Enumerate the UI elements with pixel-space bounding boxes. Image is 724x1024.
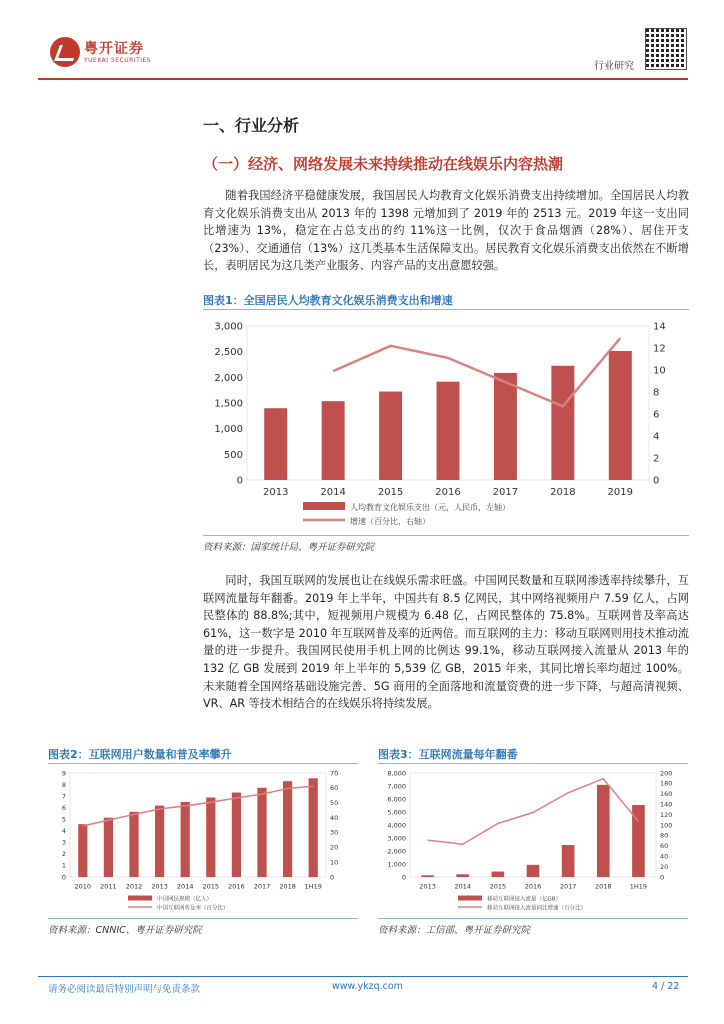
y-left-tick-label: 2,000: [387, 847, 406, 856]
subsection-heading: （一）经济、网络发展未来持续推动在线娱乐内容热潮: [203, 155, 564, 173]
bar: [379, 392, 402, 480]
figure-3-chart: [378, 765, 688, 917]
x-tick-label: 2015: [489, 882, 507, 891]
bar: [551, 366, 574, 480]
y-right-tick-label: 20: [330, 843, 339, 852]
legend-bar-label: 人均教育文化娱乐支出（元，人民币，左轴）: [350, 503, 510, 512]
series-line: [333, 338, 620, 406]
y-left-tick-label: 0: [61, 873, 66, 882]
header-divider: [38, 78, 688, 80]
y-left-tick-label: 3: [61, 838, 66, 847]
body-paragraph-1: [203, 187, 689, 275]
y-left-tick-label: 1,500: [214, 398, 243, 410]
y-right-tick-label: 2: [653, 453, 660, 465]
y-left-tick-label: 8: [61, 780, 66, 789]
y-right-tick-label: 10: [653, 365, 666, 377]
x-tick-label: 2012: [125, 882, 143, 891]
bar: [609, 351, 632, 480]
x-tick-label: 2014: [176, 882, 194, 891]
y-left-tick-label: 1,000: [387, 860, 406, 869]
bar: [492, 872, 505, 877]
y-left-tick-label: 7: [61, 792, 66, 801]
figure-1-source: 资料来源：国家统计局、粤开证券研究院: [203, 542, 375, 553]
y-left-tick-label: 4: [61, 827, 66, 836]
y-left-tick-label: 0: [236, 475, 243, 487]
y-right-tick-label: 0: [660, 873, 665, 882]
y-right-tick-label: 4: [653, 431, 660, 443]
x-tick-label: 2019: [607, 487, 634, 498]
footer-website-link[interactable]: www.ykzq.com: [332, 981, 403, 992]
x-tick-label: 2016: [435, 487, 461, 498]
y-right-tick-label: 60: [660, 842, 669, 851]
x-tick-label: 2014: [454, 882, 471, 891]
bar: [155, 806, 164, 877]
x-tick-label: 2010: [74, 882, 92, 891]
y-right-tick-label: 120: [660, 810, 673, 819]
plot-frame: [410, 773, 656, 877]
y-left-tick-label: 2,500: [214, 347, 243, 359]
figure-1-chart: [203, 312, 689, 534]
figure-2-rule: [48, 763, 358, 764]
x-tick-label: 2018: [595, 882, 612, 891]
y-left-tick-label: 1,000: [214, 424, 243, 436]
x-tick-label: 1H19: [629, 882, 648, 891]
x-tick-label: 2018: [279, 882, 296, 891]
bar: [181, 802, 190, 877]
y-right-tick-label: 80: [660, 831, 669, 840]
figure-3-source: 资料来源：工信部、粤开证券研究院: [378, 925, 531, 936]
y-left-tick-label: 6,000: [387, 795, 406, 804]
bar: [104, 818, 113, 877]
figure-2-source: 资料来源：CNNIC、粤开证券研究院: [48, 925, 202, 936]
figure-1-title: 图表1：全国居民人均教育文化娱乐消费支出和增速: [203, 294, 453, 307]
figure-3-title: 图表3：互联网流量每年翻番: [378, 748, 518, 761]
section-tag: 行业研究: [594, 61, 634, 72]
x-tick-label: 2015: [202, 882, 220, 891]
y-right-tick-label: 200: [660, 769, 673, 778]
y-right-tick-label: 0: [653, 475, 660, 487]
section-heading: 一、行业分析: [203, 116, 300, 135]
y-left-tick-label: 3,000: [214, 321, 243, 333]
y-right-tick-label: 30: [330, 828, 339, 837]
legend-bar-swatch: [128, 896, 152, 901]
y-right-tick-label: 0: [330, 873, 335, 882]
y-right-tick-label: 50: [330, 798, 339, 807]
bar: [494, 373, 517, 480]
y-right-tick-label: 6: [653, 409, 660, 421]
brand-name-en: YUEKAI SECURITIES: [84, 57, 152, 64]
y-right-tick-label: 160: [660, 790, 673, 799]
legend-line-label: 移动互联网接入流量同比增速（百分比）: [487, 905, 587, 912]
y-right-tick-label: 180: [660, 779, 673, 788]
figure-2-chart: [48, 765, 358, 917]
bar: [322, 401, 345, 480]
x-tick-label: 2017: [492, 487, 519, 498]
brand-name-cn: 粤开证券: [84, 41, 144, 57]
paragraph-text-2: 同时，我国互联网的发展也让在线娱乐需求旺盛。中国网民数量和互联网渗透率持续攀升，互联网流量每年翻番。2019 年上半年，中国共有 8.5 亿网民，其中网络视频用户 7.59 亿人，占网民整体的 88.8%;其中，短视频用户规模为 6.48 亿，占网民整体的 75.8%。互联网普及率高达 61%，这一数字是 2010 年互联网普及率的近两倍。而互联网的主力：移动互联网则用技术推动流量的进一步提升。我国网民使用手机上网的比例达 99.1%，移动互联网接入流量从 2013 年的 132 亿 GB 发展到 2019 年上半年的 5,539 亿 GB，2015 年来，其同比增长率均超过 100%。未来随着全国网络基础设施完善、5G 商用的全面落地和流量资费的进一步下降，与超高清视频、VR、AR 等技术相结合的在线娱乐将持续发展。: [203, 574, 689, 711]
series-line: [83, 786, 313, 826]
y-right-tick-label: 100: [660, 821, 673, 830]
page-number: 4 / 22: [652, 981, 680, 992]
qr-code-icon: [645, 28, 687, 70]
company-logo-icon: [50, 37, 80, 67]
y-right-tick-label: 8: [653, 387, 660, 399]
legend-bar-swatch: [303, 502, 345, 510]
bar: [527, 865, 540, 877]
legend-line-label: 中国互联网普及率（百分比）: [157, 905, 229, 912]
y-right-tick-label: 14: [653, 321, 666, 333]
x-tick-label: 2013: [262, 487, 289, 498]
bar: [232, 793, 241, 877]
legend-line-label: 增速（百分比，右轴）: [350, 517, 430, 526]
y-right-tick-label: 60: [330, 784, 339, 793]
y-left-tick-label: 0: [401, 873, 406, 882]
legend-bar-label: 移动互联网接入流量（亿GB）: [487, 896, 562, 903]
bar: [309, 778, 318, 877]
x-tick-label: 2014: [320, 487, 346, 498]
y-left-tick-label: 9: [61, 769, 66, 778]
bar: [597, 785, 610, 877]
bar: [264, 408, 287, 480]
x-tick-label: 2013: [151, 882, 168, 891]
y-left-tick-label: 8,000: [387, 769, 406, 778]
legend-bar-swatch: [458, 896, 482, 901]
y-left-tick-label: 2: [61, 850, 66, 859]
y-left-tick-label: 1: [61, 861, 66, 870]
y-left-tick-label: 5,000: [387, 808, 406, 817]
y-right-tick-label: 40: [330, 813, 339, 822]
x-tick-label: 2013: [419, 882, 436, 891]
y-right-tick-label: 20: [660, 862, 669, 871]
bar: [129, 812, 138, 877]
y-left-tick-label: 4,000: [387, 821, 406, 830]
footer-disclaimer-link[interactable]: 请务必阅读最后特别声明与免责条款: [48, 984, 201, 995]
y-right-tick-label: 140: [660, 800, 673, 809]
x-tick-label: 2011: [100, 882, 117, 891]
bar: [206, 797, 215, 877]
y-left-tick-label: 3,000: [387, 834, 406, 843]
y-left-tick-label: 5: [61, 815, 66, 824]
x-tick-label: 2016: [228, 882, 245, 891]
x-tick-label: 1H19: [304, 882, 322, 891]
figure-3-rule: [378, 763, 688, 764]
bar: [257, 788, 266, 877]
x-tick-label: 2017: [559, 882, 577, 891]
figure-1-rule: [203, 309, 689, 310]
bar: [437, 382, 460, 480]
footer-divider: [38, 976, 688, 977]
figure-2-bottom-rule: [48, 918, 358, 919]
y-left-tick-label: 6: [61, 803, 66, 812]
bar: [456, 874, 469, 877]
y-right-tick-label: 70: [330, 769, 339, 778]
y-right-tick-label: 40: [660, 852, 669, 861]
bar: [283, 781, 292, 877]
legend-bar-label: 中国网民规模（亿人）: [157, 896, 213, 903]
y-left-tick-label: 2,000: [214, 372, 243, 384]
bar: [78, 824, 87, 877]
x-tick-label: 2016: [524, 882, 542, 891]
x-tick-label: 2018: [550, 487, 576, 498]
figure-2-title: 图表2：互联网用户数量和普及率攀升: [48, 748, 232, 761]
figure-1-bottom-rule: [203, 535, 689, 536]
x-tick-label: 2015: [377, 487, 404, 498]
body-paragraph-2: [203, 572, 689, 713]
y-left-tick-label: 7,000: [387, 782, 406, 791]
y-left-tick-label: 500: [223, 449, 243, 461]
x-tick-label: 2017: [253, 882, 271, 891]
y-right-tick-label: 10: [330, 858, 339, 867]
bar: [562, 845, 575, 877]
bar: [421, 875, 434, 877]
paragraph-text-1: 随着我国经济平稳健康发展，我国居民人均教育文化娱乐消费支出持续增加。全国居民人均教育文化娱乐消费支出从 2013 年的 1398 元增加到了 2019 年的 2513 元。2019 年这一支出同比增速为 13%，稳定在占总支出的约 11%这一比例，仅次于食品烟酒（28%）、居住开支（23%）、交通通信（13%）这几类基本生活保障支出。居民教育文化娱乐消费支出依然在不断增长，表明居民为这几类产业服务、内容产品的支出意愿较强。: [203, 189, 689, 273]
y-right-tick-label: 12: [653, 343, 666, 355]
figure-3-bottom-rule: [378, 918, 688, 919]
